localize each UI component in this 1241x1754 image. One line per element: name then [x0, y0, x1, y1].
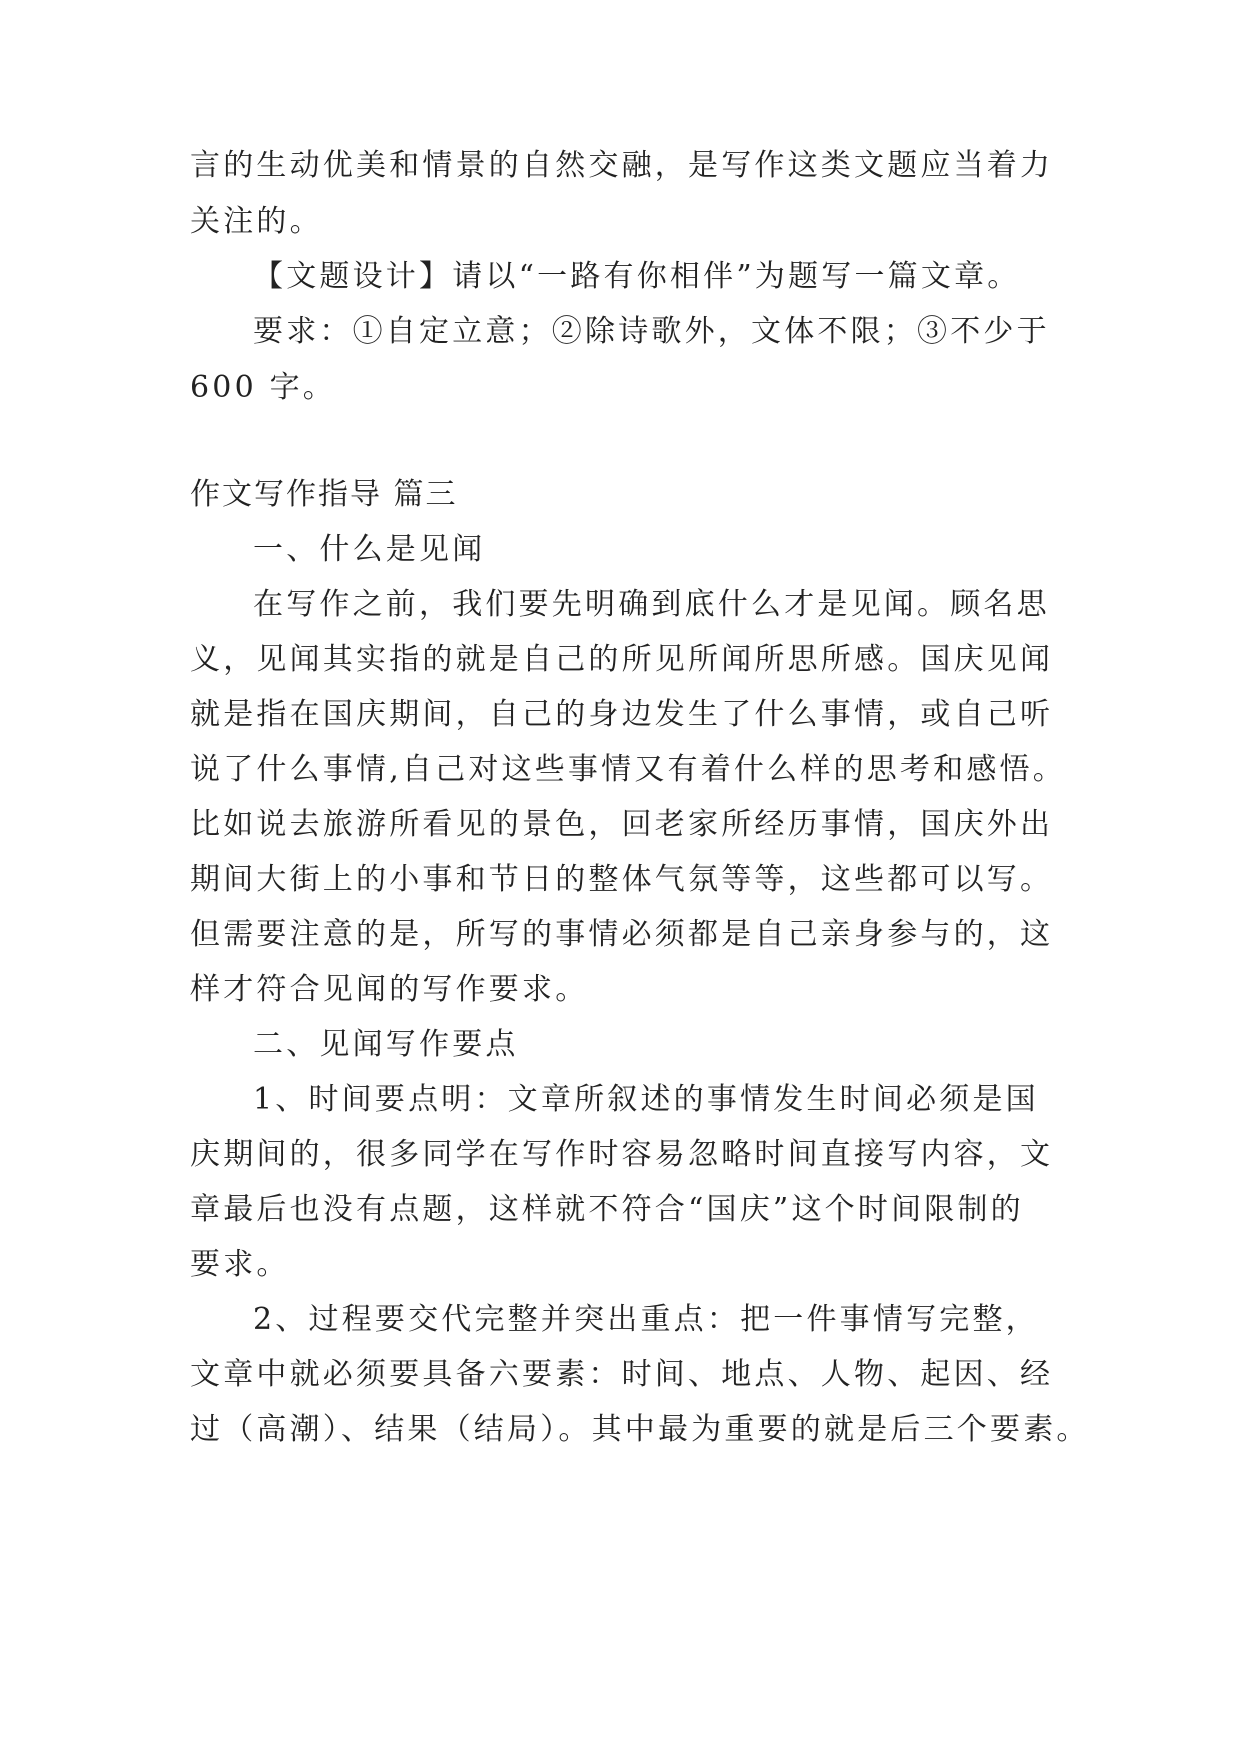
- paragraph-line: 但需要注意的是，所写的事情必须都是自己亲身参与的，这: [190, 917, 1054, 952]
- paragraph-line: 1、时间要点明：文章所叙述的事情发生时间必须是国: [253, 1082, 1039, 1117]
- subheading: 二、见闻写作要点: [253, 1027, 519, 1062]
- subheading: 一、什么是见闻: [253, 532, 486, 567]
- section-heading: 作文写作指导 篇三: [190, 477, 458, 512]
- paragraph-line: 比如说去旅游所看见的景色，回老家所经历事情，国庆外出: [190, 807, 1054, 842]
- paragraph-line: 要求。: [190, 1247, 290, 1282]
- paragraph-line: 期间大街上的小事和节日的整体气氛等等，这些都可以写。: [190, 862, 1054, 897]
- paragraph-line: 庆期间的，很多同学在写作时容易忽略时间直接写内容，文: [190, 1137, 1054, 1172]
- prompt-design-line: 【文题设计】请以“一路有你相伴”为题写一篇文章。: [253, 259, 1021, 294]
- requirements-line: 要求：①自定立意；②除诗歌外，文体不限；③不少于: [253, 314, 1050, 349]
- paragraph-line: 说了什么事情,自己对这些事情又有着什么样的思考和感悟。: [190, 752, 1066, 787]
- paragraph-line: 2、过程要交代完整并突出重点：把一件事情写完整，: [253, 1302, 1039, 1337]
- paragraph-line: 义，见闻其实指的就是自己的所见所闻所思所感。国庆见闻: [190, 642, 1054, 677]
- paragraph-line: 关注的。: [190, 204, 323, 239]
- paragraph-line: 文章中就必须要具备六要素：时间、地点、人物、起因、经: [190, 1357, 1054, 1392]
- paragraph-line: 章最后也没有点题，这样就不符合“国庆”这个时间限制的: [190, 1192, 1024, 1227]
- paragraph-line: 言的生动优美和情景的自然交融，是写作这类文题应当着力: [190, 148, 1054, 183]
- requirements-line: 600 字。: [190, 370, 336, 405]
- paragraph-line: 在写作之前，我们要先明确到底什么才是见闻。顾名思: [253, 587, 1050, 622]
- paragraph-line: 样才符合见闻的写作要求。: [190, 972, 589, 1007]
- paragraph-line: 过（高潮）、结果（结局）。其中最为重要的就是后三个要素。: [190, 1412, 1090, 1447]
- paragraph-line: 就是指在国庆期间，自己的身边发生了什么事情，或自己听: [190, 697, 1054, 732]
